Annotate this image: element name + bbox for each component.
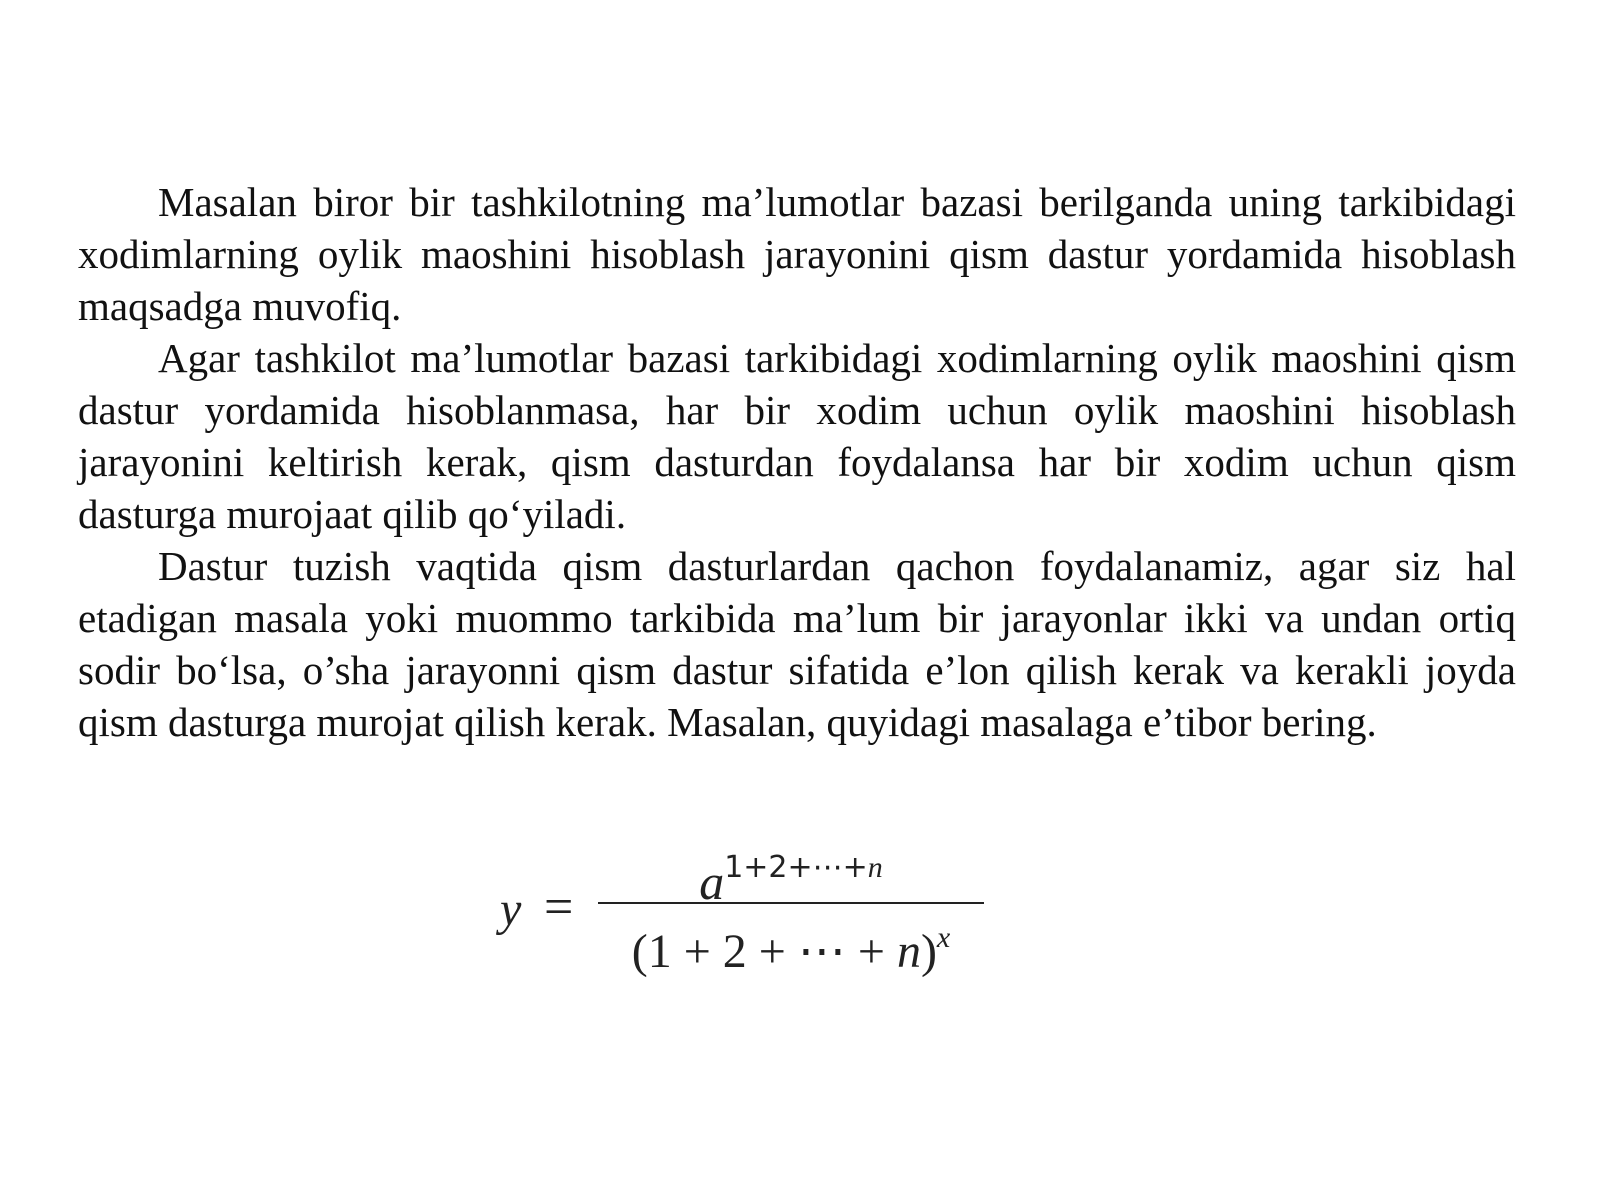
- denominator-prefix: (1 + 2 + ⋯ +: [631, 925, 897, 978]
- fraction-bar: [598, 902, 984, 904]
- formula-denominator: [598, 908, 984, 982]
- paragraph-2: Agar tashkilot ma’lumotlar bazasi tarkibidagi xodimlarning oylik maoshini qism dastur yordamida hisoblanmasa, har bir xodim uchun oylik maoshini hisoblash jarayonini keltirish kerak, qism dasturdan foydalansa har bir xodim uchun qism dasturga murojaat qilib qo‘yiladi.: [78, 335, 1516, 537]
- formula-numerator: [598, 838, 984, 912]
- numerator-exponent-var: n: [867, 851, 883, 884]
- paragraph-3: Dastur tuzish vaqtida qism dasturlardan qachon foydalanamiz, agar siz hal etadigan masala yoki muommo tarkibida ma’lum bir jarayonlar ikki va undan ortiq sodir bo‘lsa, o’sha jarayonni qism dastur sifatida e’lon qilish kerak va kerakli joyda qism dasturga murojat qilish kerak. Masalan, quyidagi masalaga e’tibor bering.: [78, 543, 1516, 745]
- formula: [490, 838, 1010, 988]
- body-text: [78, 176, 1516, 748]
- numerator-base: a: [699, 854, 725, 910]
- paragraph-1: Masalan biror bir tashkilotning ma’lumotlar bazasi berilganda uning tarkibidagi xodimlarning oylik maoshini hisoblash jarayonini qism dastur yordamida hisoblash maqsadga muvofiq.: [78, 179, 1516, 329]
- numerator-exponent: [724, 850, 883, 885]
- denominator-exponent: x: [936, 921, 951, 954]
- denominator-var: n: [896, 925, 921, 978]
- formula-lhs: y: [500, 883, 522, 936]
- numerator-exponent-prefix: 1+2+⋯+: [724, 850, 868, 885]
- denominator-suffix: ): [920, 925, 937, 978]
- formula-equals: =: [544, 879, 574, 936]
- formula-fraction: [598, 838, 984, 988]
